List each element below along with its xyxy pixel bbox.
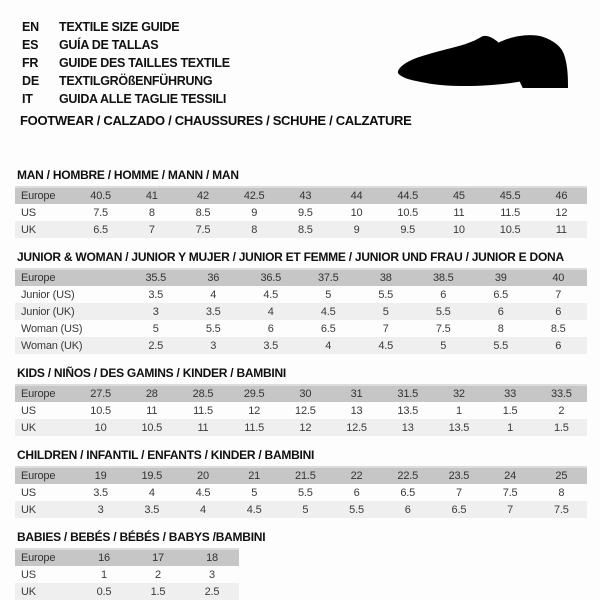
size-cell: 10.5: [126, 419, 177, 436]
size-cell: 7: [555, 288, 562, 301]
size-cell: 6: [530, 337, 588, 354]
language-title: GUÍA DE TALLAS: [59, 38, 159, 52]
size-cell: 9.5: [297, 206, 313, 219]
size-cell: 19: [75, 467, 126, 484]
table-row: [15, 286, 587, 303]
table-row: [15, 303, 587, 320]
size-cell: 36.5: [242, 269, 300, 286]
section-babies: [0, 530, 600, 600]
size-cell: 1: [455, 404, 462, 417]
row-label: UK: [15, 221, 75, 238]
size-cell: 10: [75, 419, 126, 436]
table-row: [15, 484, 587, 501]
size-cell: 3.5: [93, 486, 108, 499]
language-code: DE: [22, 74, 39, 88]
size-cell: 11.5: [500, 206, 520, 219]
section-title: BABIES / BEBÉS / BÉBÉS / BABYS /BAMBINI: [17, 530, 266, 544]
size-cell: 9.5: [382, 221, 433, 238]
size-cell: 5: [152, 322, 159, 335]
table-row: [15, 402, 587, 419]
size-cell: 5.5: [205, 322, 221, 335]
size-cell: 19.5: [126, 467, 177, 484]
table-row: [15, 187, 587, 204]
size-cell: 29.5: [229, 385, 280, 402]
size-cell: 4: [148, 486, 155, 499]
size-cell: 22: [331, 467, 382, 484]
table-row: [15, 269, 587, 286]
size-cell: 5: [325, 288, 332, 301]
size-cell: 30: [280, 385, 331, 402]
size-cell: 25: [536, 467, 587, 484]
table-row: [15, 221, 587, 238]
size-cell: 4: [242, 303, 300, 320]
size-cell: 8.5: [195, 206, 211, 219]
size-cell: 6: [267, 322, 274, 335]
size-tables: [0, 168, 600, 600]
size-cell: 5.5: [415, 303, 473, 320]
size-cell: 4.5: [357, 337, 415, 354]
language-title: TEXTILGRÖßENFÜHRUNG: [59, 74, 213, 88]
language-title: GUIDE DES TAILLES TEXTILE: [59, 56, 230, 70]
size-cell: 13.5: [397, 404, 419, 417]
size-cell: 8: [497, 322, 504, 335]
language-code: ES: [22, 38, 39, 52]
size-cell: 10.5: [485, 221, 536, 238]
size-cell: 2: [558, 404, 565, 417]
section-title: MAN / HOMBRE / HOMME / MANN / MAN: [17, 168, 239, 182]
size-cell: 20: [177, 467, 228, 484]
row-label: UK: [15, 501, 75, 518]
section-kids: [0, 366, 600, 436]
language-code: IT: [22, 92, 33, 106]
row-label: Woman (US): [21, 322, 83, 335]
row-label: UK: [15, 419, 75, 436]
section-title: JUNIOR & WOMAN / JUNIOR Y MUJER / JUNIOR ET FEMME / JUNIOR UND FRAU / JUNIOR E DONA: [17, 250, 564, 264]
size-cell: 16: [77, 549, 131, 566]
row-label: Europe: [15, 187, 75, 204]
size-cell: 6: [440, 288, 447, 301]
size-cell: 13: [350, 404, 363, 417]
table-row: [15, 566, 239, 583]
row-label: Junior (UK): [15, 303, 127, 320]
size-cell: 6.5: [493, 288, 509, 301]
size-cell: 3: [185, 337, 243, 354]
junior-woman-size-table: [15, 268, 587, 354]
size-cell: 21: [229, 467, 280, 484]
size-cell: 10: [433, 221, 484, 238]
table-row: [15, 337, 587, 354]
size-cell: 7: [485, 501, 536, 518]
row-label: Junior (US): [21, 288, 75, 301]
size-cell: 5: [415, 337, 473, 354]
size-cell: 31: [331, 385, 382, 402]
size-cell: 7: [382, 322, 389, 335]
size-cell: 7: [455, 486, 462, 499]
size-cell: 9: [331, 221, 382, 238]
size-cell: 4: [177, 501, 228, 518]
size-cell: 12.5: [295, 404, 316, 417]
size-cell: 3: [127, 303, 185, 320]
row-label: UK: [15, 583, 77, 600]
size-cell: 3.5: [148, 288, 164, 301]
size-cell: 12: [248, 404, 261, 417]
size-cell: 4.5: [300, 303, 358, 320]
size-cell: 6.5: [400, 486, 416, 499]
size-cell: 9: [251, 206, 258, 219]
size-cell: 33: [485, 385, 536, 402]
size-cell: 46: [536, 187, 587, 204]
size-cell: 10.5: [90, 404, 111, 417]
language-title: GUIDA ALLE TAGLIE TESSILI: [59, 92, 227, 106]
size-cell: 10: [350, 206, 363, 219]
size-cell: 23.5: [433, 467, 484, 484]
size-cell: 7.5: [536, 501, 587, 518]
size-cell: 12: [280, 419, 331, 436]
size-cell: 6: [382, 501, 433, 518]
size-cell: 4.5: [263, 288, 279, 301]
row-label: US: [21, 486, 36, 499]
size-cell: 8.5: [280, 221, 331, 238]
size-cell: 5.5: [378, 288, 394, 301]
shoe-icon: [396, 31, 572, 89]
size-cell: 4: [210, 288, 217, 301]
size-cell: 40.5: [75, 187, 126, 204]
size-cell: 32: [433, 385, 484, 402]
size-cell: 6.5: [320, 322, 336, 335]
row-label: Woman (UK): [15, 337, 127, 354]
table-row: [15, 501, 587, 518]
size-cell: 13: [382, 419, 433, 436]
size-cell: 2: [155, 568, 161, 581]
size-cell: 8: [558, 486, 565, 499]
size-cell: 43: [280, 187, 331, 204]
category-heading: FOOTWEAR / CALZADO / CHAUSSURES / SCHUHE / CALZATURE: [20, 113, 412, 128]
size-cell: 3: [209, 568, 215, 581]
size-cell: 0.5: [77, 583, 131, 600]
language-code: FR: [22, 56, 39, 70]
size-cell: 11: [177, 419, 228, 436]
row-label: Europe: [15, 467, 75, 484]
row-label: US: [21, 568, 36, 581]
language-code: EN: [22, 20, 39, 34]
size-cell: 6: [530, 303, 588, 320]
table-row: [15, 583, 239, 600]
section-title: CHILDREN / INFANTIL / ENFANTS / KINDER / BAMBINI: [17, 448, 315, 462]
size-cell: 5: [280, 501, 331, 518]
size-cell: 27.5: [75, 385, 126, 402]
size-cell: 1: [101, 568, 107, 581]
size-cell: 39: [472, 269, 530, 286]
size-cell: 44.5: [382, 187, 433, 204]
size-cell: 24: [485, 467, 536, 484]
size-cell: 11.5: [193, 404, 213, 417]
row-label: Europe: [15, 549, 77, 566]
size-cell: 1.5: [502, 404, 518, 417]
table-row: [15, 204, 587, 221]
size-cell: 7.5: [93, 206, 108, 219]
size-cell: 5.5: [331, 501, 382, 518]
row-label: Europe: [15, 385, 75, 402]
size-cell: 8: [148, 206, 155, 219]
size-cell: 1: [485, 419, 536, 436]
table-row: [15, 385, 587, 402]
size-cell: 8: [229, 221, 280, 238]
size-cell: 3.5: [126, 501, 177, 518]
size-cell: 5.5: [297, 486, 313, 499]
size-cell: 10.5: [397, 206, 419, 219]
row-label: US: [21, 206, 36, 219]
shoe-path: [398, 35, 568, 88]
size-cell: 38: [357, 269, 415, 286]
babies-size-table: [15, 548, 239, 600]
section-man: [0, 168, 600, 238]
size-cell: 31.5: [382, 385, 433, 402]
size-cell: 37.5: [300, 269, 358, 286]
children-size-table: [15, 466, 587, 518]
man-size-table: [15, 186, 587, 238]
shoe-silhouette: [396, 31, 572, 89]
size-cell: 3.5: [185, 303, 243, 320]
size-cell: 28.5: [177, 385, 228, 402]
size-cell: 5.5: [472, 337, 530, 354]
size-cell: 2.5: [185, 583, 239, 600]
size-cell: 6.5: [75, 221, 126, 238]
size-cell: 38.5: [415, 269, 473, 286]
size-cell: 7.5: [502, 486, 518, 499]
table-row: [15, 320, 587, 337]
size-cell: 4.5: [229, 501, 280, 518]
table-row: [15, 549, 239, 566]
size-cell: 45.5: [485, 187, 536, 204]
size-cell: 12: [555, 206, 568, 219]
row-label: US: [21, 404, 36, 417]
language-title: TEXTILE SIZE GUIDE: [59, 20, 180, 34]
size-cell: 11.5: [229, 419, 280, 436]
size-cell: 36: [185, 269, 243, 286]
size-cell: 45: [433, 187, 484, 204]
size-cell: 7: [126, 221, 177, 238]
size-cell: 11: [146, 404, 158, 417]
size-cell: 7.5: [177, 221, 228, 238]
size-cell: 42.5: [229, 187, 280, 204]
size-cell: 1.5: [536, 419, 587, 436]
kids-size-table: [15, 384, 587, 436]
table-row: [15, 419, 587, 436]
size-cell: 35.5: [127, 269, 185, 286]
table-row: [15, 467, 587, 484]
size-cell: 33.5: [536, 385, 587, 402]
size-cell: 1.5: [131, 583, 185, 600]
size-cell: 2.5: [127, 337, 185, 354]
size-cell: 6.5: [433, 501, 484, 518]
size-cell: 6: [472, 303, 530, 320]
size-cell: 17: [131, 549, 185, 566]
size-cell: 40: [530, 269, 588, 286]
section-title: KIDS / NIÑOS / DES GAMINS / KINDER / BAMBINI: [17, 366, 287, 380]
size-cell: 4.5: [195, 486, 211, 499]
size-cell: 18: [185, 549, 239, 566]
size-cell: 22.5: [382, 467, 433, 484]
row-label: Europe: [15, 269, 127, 286]
size-cell: 3.5: [242, 337, 300, 354]
size-cell: 7.5: [435, 322, 451, 335]
size-cell: 11: [536, 221, 587, 238]
size-cell: 13.5: [433, 419, 484, 436]
size-cell: 5: [357, 303, 415, 320]
section-children: [0, 448, 600, 518]
size-cell: 21.5: [280, 467, 331, 484]
size-cell: 12.5: [331, 419, 382, 436]
section-junior-woman: [0, 250, 600, 354]
size-cell: 11: [453, 206, 465, 219]
size-cell: 4: [300, 337, 358, 354]
size-cell: 28: [126, 385, 177, 402]
size-cell: 8.5: [550, 322, 566, 335]
size-cell: 5: [251, 486, 258, 499]
size-cell: 44: [331, 187, 382, 204]
language-row-it: [22, 90, 600, 108]
size-cell: 41: [126, 187, 177, 204]
size-cell: 3: [75, 501, 126, 518]
size-cell: 42: [177, 187, 228, 204]
size-cell: 6: [353, 486, 360, 499]
